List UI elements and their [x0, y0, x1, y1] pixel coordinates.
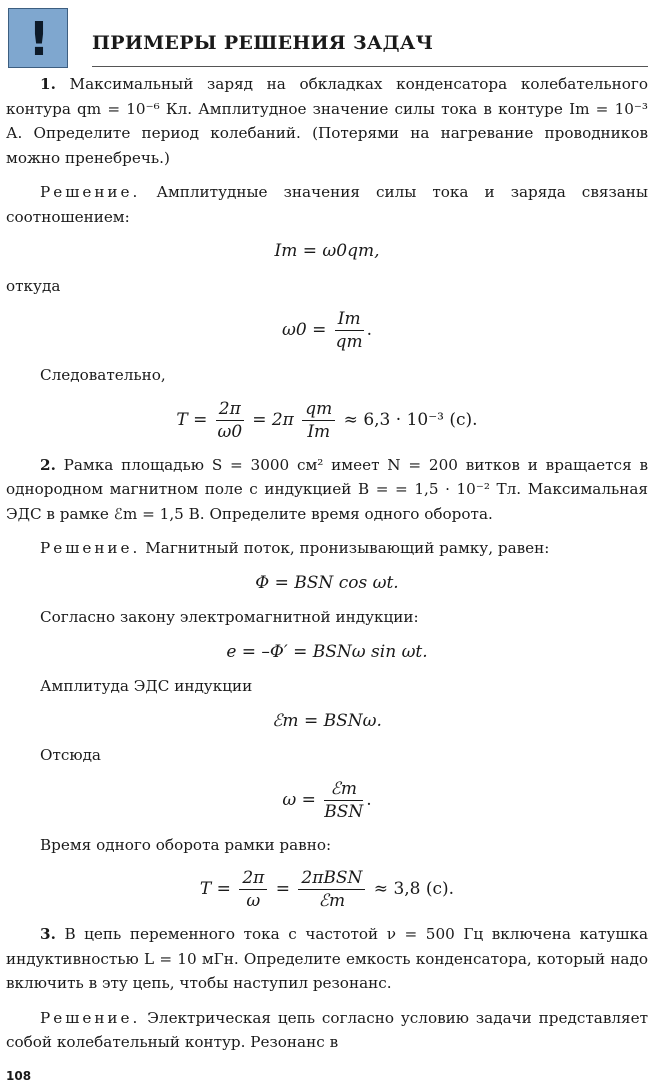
equation-omega: ω = $\frac{\text{ℰm}}{\text{BSN}}$ . [282, 778, 372, 822]
word-hence-2: Отсюда [40, 746, 101, 764]
equation-period-1: T = $\frac{2\pi}{\omega 0}$ = 2π $\frac{qm}{Im}$ ≈ 6,3 · 10⁻³ (с). [176, 398, 478, 442]
word-hence: Следовательно, [40, 366, 166, 384]
text-induction-law: Согласно закону электромагнитной индукции: [40, 608, 419, 626]
solution-text: Электрическая цепь согласно условию задачи представляет собой колебательный контур. Резонанс в [6, 1008, 648, 1051]
problem-1-statement [6, 72, 648, 170]
word-from: откуда [6, 276, 61, 295]
problem-number: 2. [40, 455, 56, 474]
fraction: $\frac{\text{2πBSN}}{\text{ℰm}}$ [298, 867, 365, 912]
textbook-page [6, 0, 648, 1091]
solution-text: Магнитный поток, пронизывающий рамку, равен: [145, 539, 550, 557]
problem-2-statement [6, 453, 648, 527]
problem-3-statement [6, 922, 648, 996]
exclamation-icon: ! [8, 8, 68, 68]
problem-2-solution [6, 536, 648, 561]
problem-text: Рамка площадью S = 3000 см² имеет N = 200 витков и вращается в однородном магнитном поле с индукцией B = = 1,5 · 10⁻² Тл. Максимальная ЭДС в рамке ℰm = 1,5 В. Определите время одного оборота. [6, 455, 648, 523]
problem-number: 1. [40, 75, 56, 93]
equation-emf: e = –Φ′ = BSNω sin ωt. [226, 641, 428, 662]
fraction: $\frac{\text{ℰm}}{\text{BSN}}$ [324, 778, 364, 822]
page-number: 108 [6, 1069, 32, 1083]
page-content [6, 66, 648, 1055]
text-emf-amplitude: Амплитуда ЭДС индукции [40, 677, 253, 695]
text-rotation-time: Время одного оборота рамки равно: [40, 835, 332, 854]
solution-label: Решение. [40, 539, 141, 557]
equation-flux: Φ = BSN cos ωt. [255, 572, 399, 593]
fraction: $\frac{2\pi}{\omega}$ [239, 867, 267, 912]
fraction: $\frac{Im}{qm}$ [335, 309, 363, 352]
problem-text: В цепь переменного тока с частотой ν = 500 Гц включена катушка индуктивностью L = 10 мГн. Определите емкость конденсатора, который надо включить в эту цепь, чтобы наступил резонанс. [6, 925, 649, 992]
problem-1-solution [6, 180, 648, 229]
fraction: $\frac{qm}{Im}$ [302, 398, 335, 443]
fraction: $\frac{2\pi}{\omega 0}$ [217, 398, 243, 442]
equation-omega0: ω0 = $\frac{Im}{qm}$ . [282, 309, 372, 352]
equation-emf-amplitude: ℰm = BSNω. [272, 710, 382, 731]
solution-text: Амплитудные значения силы тока и заряда связаны соотношением: [6, 183, 648, 226]
section-heading: ПРИМЕРЫ РЕШЕНИЯ ЗАДАЧ [92, 32, 434, 54]
problem-number: 3. [40, 925, 56, 943]
solution-label: Решение. [40, 1008, 141, 1027]
equation-period-2: T = $\frac{2\pi}{\omega}$ = $\frac{\text{2πBSN}}{\text{ℰm}}$ ≈ 3,8 (с). [199, 868, 455, 911]
problem-3-solution [6, 1006, 648, 1055]
solution-label: Решение. [40, 183, 141, 201]
equation-amplitude-relation: Im = ω0qm, [274, 241, 380, 261]
problem-text: Максимальный заряд на обкладках конденсатора колебательного контура qm = 10⁻⁶ Кл. Амплитудное значение силы тока в контуре Im = 10⁻³ А. Определите период колебаний. (Потерями на нагревание проводников можно пренебречь.) [6, 75, 648, 167]
